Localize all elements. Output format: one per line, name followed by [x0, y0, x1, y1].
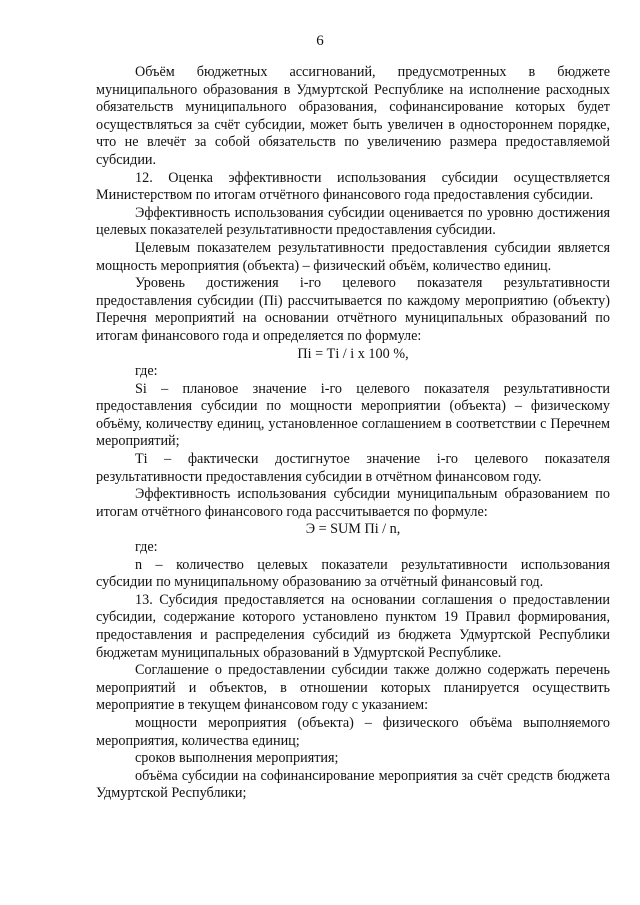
paragraph-achievement-level: Уровень достижения i-го целевого показателя результативности предоставления субсидии (Пi) рассчитывается по каждому мероприятию (объекту) Перечня мероприятий на основании отчётного муниципальных образований по итогам финансового года и определяется по формуле: — [96, 275, 610, 344]
document-body — [96, 64, 610, 803]
paragraph-n-definition: n – количество целевых показатели результативности использования субсидии по муниципальному образованию за отчётный финансовый год. — [96, 556, 610, 591]
paragraph-item-13-agreement: 13. Субсидия предоставляется на основании соглашения о предоставлении субсидии, содержание которого установлено пунктом 19 Правил формирования, предоставления и распределения субсидий из бюджета Удмуртской Республики бюджетам муниципальных образований в Удмуртской Республике. — [96, 591, 610, 661]
paragraph-efficiency-evaluation: Эффективность использования субсидии оценивается по уровню достижения целевых показателей результативности предоставления субсидии. — [96, 204, 610, 239]
paragraph-budget-allocations: Объём бюджетных ассигнований, предусмотренных в бюджете муниципального образования в Удмуртской Республике на исполнение расходных обязательств муниципального образования, софинансирование которых будет осуществляться за счёт субсидии, может быть увеличен в одностороннем порядке, что не влечёт за собой обязательств по увеличению размера предоставляемой субсидии. — [96, 64, 610, 168]
paragraph-deadlines: сроков выполнения мероприятия; — [135, 750, 339, 767]
paragraph-planned-value-definition: Si – плановое значение i-го целевого показателя результативности предоставления субсидии по мощности мероприятии (объекта) – физическому объёму, количеству единиц, установленное соглашением в соответствии с Перечнем мероприятий; — [96, 380, 610, 450]
page-number: 6 — [316, 33, 324, 49]
formula-efficiency: Э = SUM Пi / n, — [305, 521, 401, 538]
paragraph-item-12-assessment: 12. Оценка эффективности использования субсидии осуществляется Министерством по итогам отчётного финансового года предоставления субсидии. — [96, 169, 610, 204]
paragraph-cofinancing-volume: объёма субсидии на софинансирование мероприятия за счёт средств бюджета Удмуртской Республики; — [96, 767, 610, 802]
paragraph-capacity: мощности мероприятия (объекта) – физического объёма выполняемого мероприятия, количества единиц; — [96, 714, 610, 749]
paragraph-target-indicator: Целевым показателем результативности предоставления субсидии является мощность мероприятия (объекта) – физический объём, количество единиц. — [96, 239, 610, 274]
paragraph-municipal-efficiency: Эффективность использования субсидии муниципальным образованием по итогам отчётного финансового года рассчитывается по формуле: — [96, 486, 610, 520]
paragraph-actual-value-definition: Тi – фактически достигнутое значение i-го целевого показателя результативности предоставления субсидии в отчётном финансовом году. — [96, 451, 610, 485]
where-label-2: где: — [135, 539, 158, 556]
paragraph-agreement-contents: Соглашение о предоставлении субсидии также должно содержать перечень мероприятий и объектов, в отношении которых планируется осуществить мероприятие в текущем финансовом году с указанием: — [96, 662, 610, 714]
where-label-1: где: — [135, 363, 158, 380]
formula-achievement-level: Пi = Тi / i х 100 %, — [297, 345, 409, 362]
